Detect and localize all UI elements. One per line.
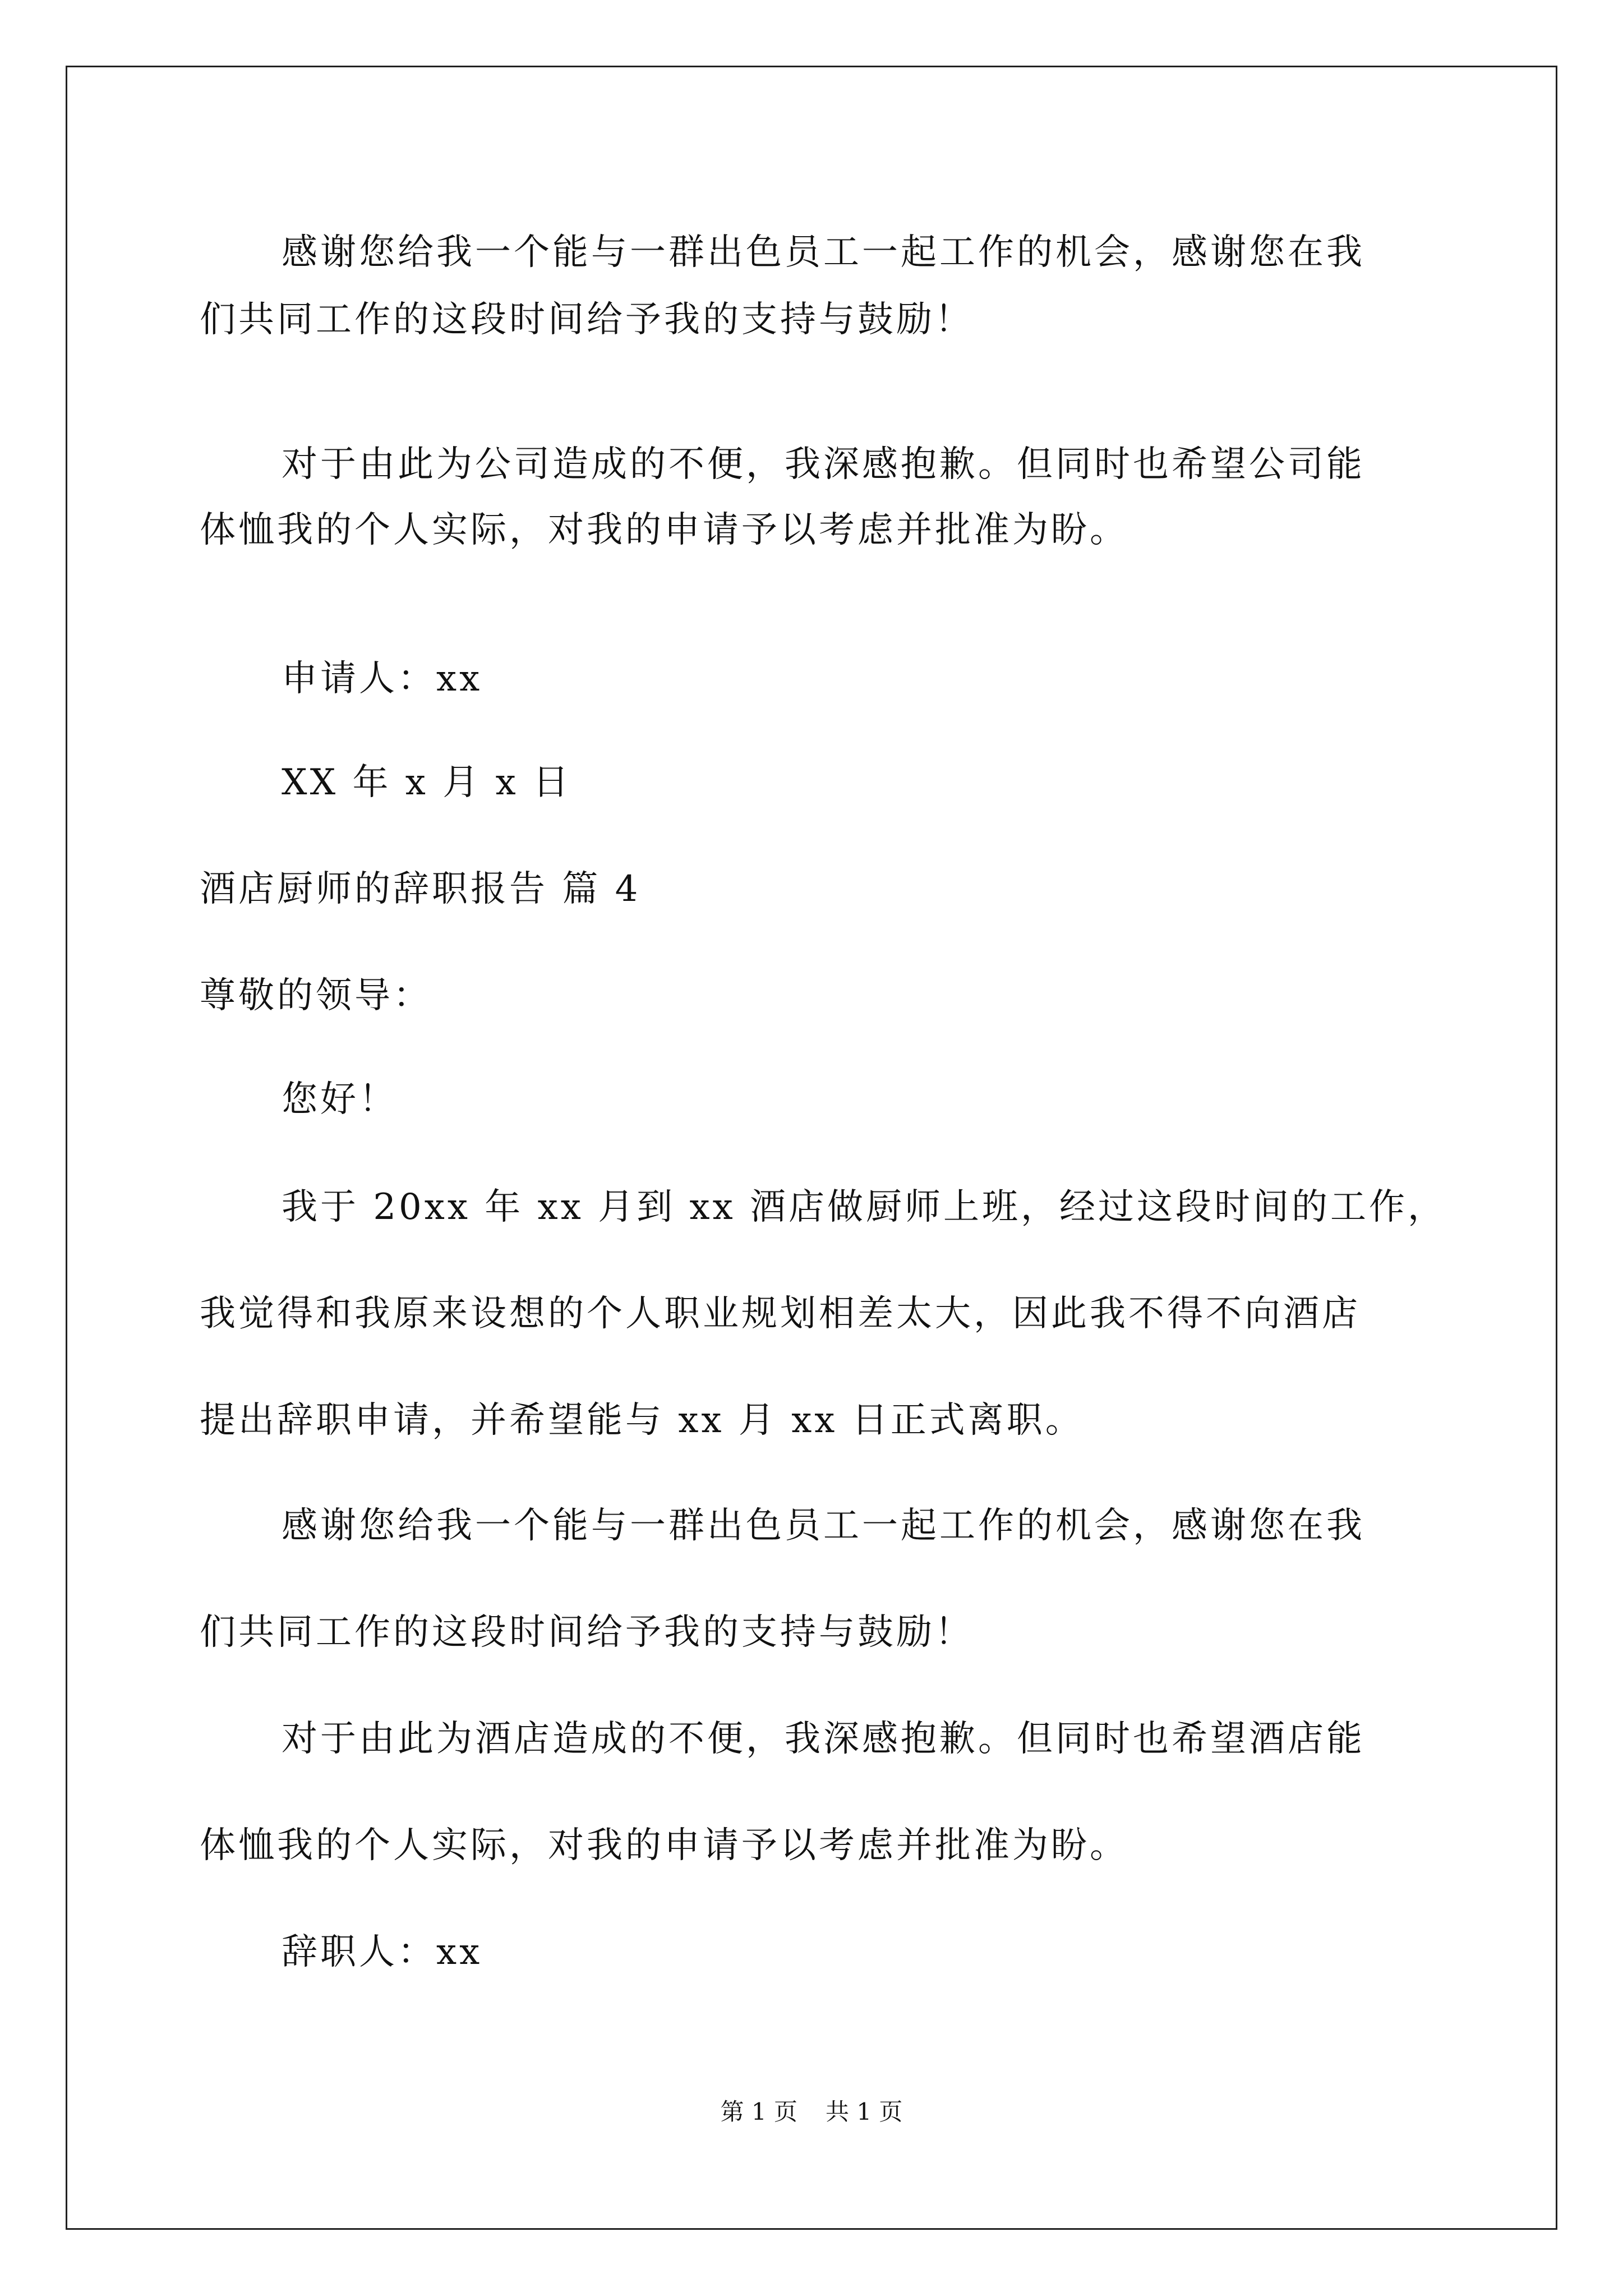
page-number: 第 1 页 bbox=[720, 2098, 797, 2125]
signature-resigner: 辞职人：xx bbox=[282, 1931, 483, 1973]
greeting: 您好！ bbox=[282, 1079, 398, 1120]
paragraph-line: 我觉得和我原来设想的个人职业规划相差太大，因此我不得不向酒店 bbox=[200, 1293, 1361, 1335]
paragraph-line: 提出辞职申请，并希望能与 xx 月 xx 日正式离职。 bbox=[200, 1400, 1084, 1441]
page-count: 共 1 页 bbox=[826, 2098, 903, 2125]
paragraph-line: 对于由此为酒店造成的不便，我深感抱歉。但同时也希望酒店能 bbox=[282, 1718, 1365, 1760]
salutation: 尊敬的领导： bbox=[200, 975, 432, 1016]
section-title: 酒店厨师的辞职报告 篇 4 bbox=[200, 868, 641, 910]
paragraph-line: 体恤我的个人实际，对我的申请予以考虑并批准为盼。 bbox=[200, 1825, 1128, 1866]
paragraph-line: 感谢您给我一个能与一群出色员工一起工作的机会，感谢您在我 bbox=[282, 1505, 1365, 1547]
paragraph-line: 我于 20xx 年 xx 月到 xx 酒店做厨师上班，经过这段时间的工作， bbox=[282, 1186, 1447, 1228]
paragraph-line: 们共同工作的这段时间给予我的支持与鼓励！ bbox=[200, 299, 974, 341]
date-line: XX 年 x 月 x 日 bbox=[282, 762, 572, 803]
paragraph-line: 对于由此为公司造成的不便，我深感抱歉。但同时也希望公司能 bbox=[282, 444, 1365, 485]
paragraph-line: 们共同工作的这段时间给予我的支持与鼓励！ bbox=[200, 1612, 974, 1653]
signature-applicant: 申请人：xx bbox=[282, 658, 483, 700]
page-border bbox=[66, 66, 1557, 2230]
paragraph-line: 体恤我的个人实际，对我的申请予以考虑并批准为盼。 bbox=[200, 509, 1128, 551]
paragraph-line: 感谢您给我一个能与一群出色员工一起工作的机会，感谢您在我 bbox=[282, 232, 1365, 273]
page-footer bbox=[0, 2095, 1623, 2129]
